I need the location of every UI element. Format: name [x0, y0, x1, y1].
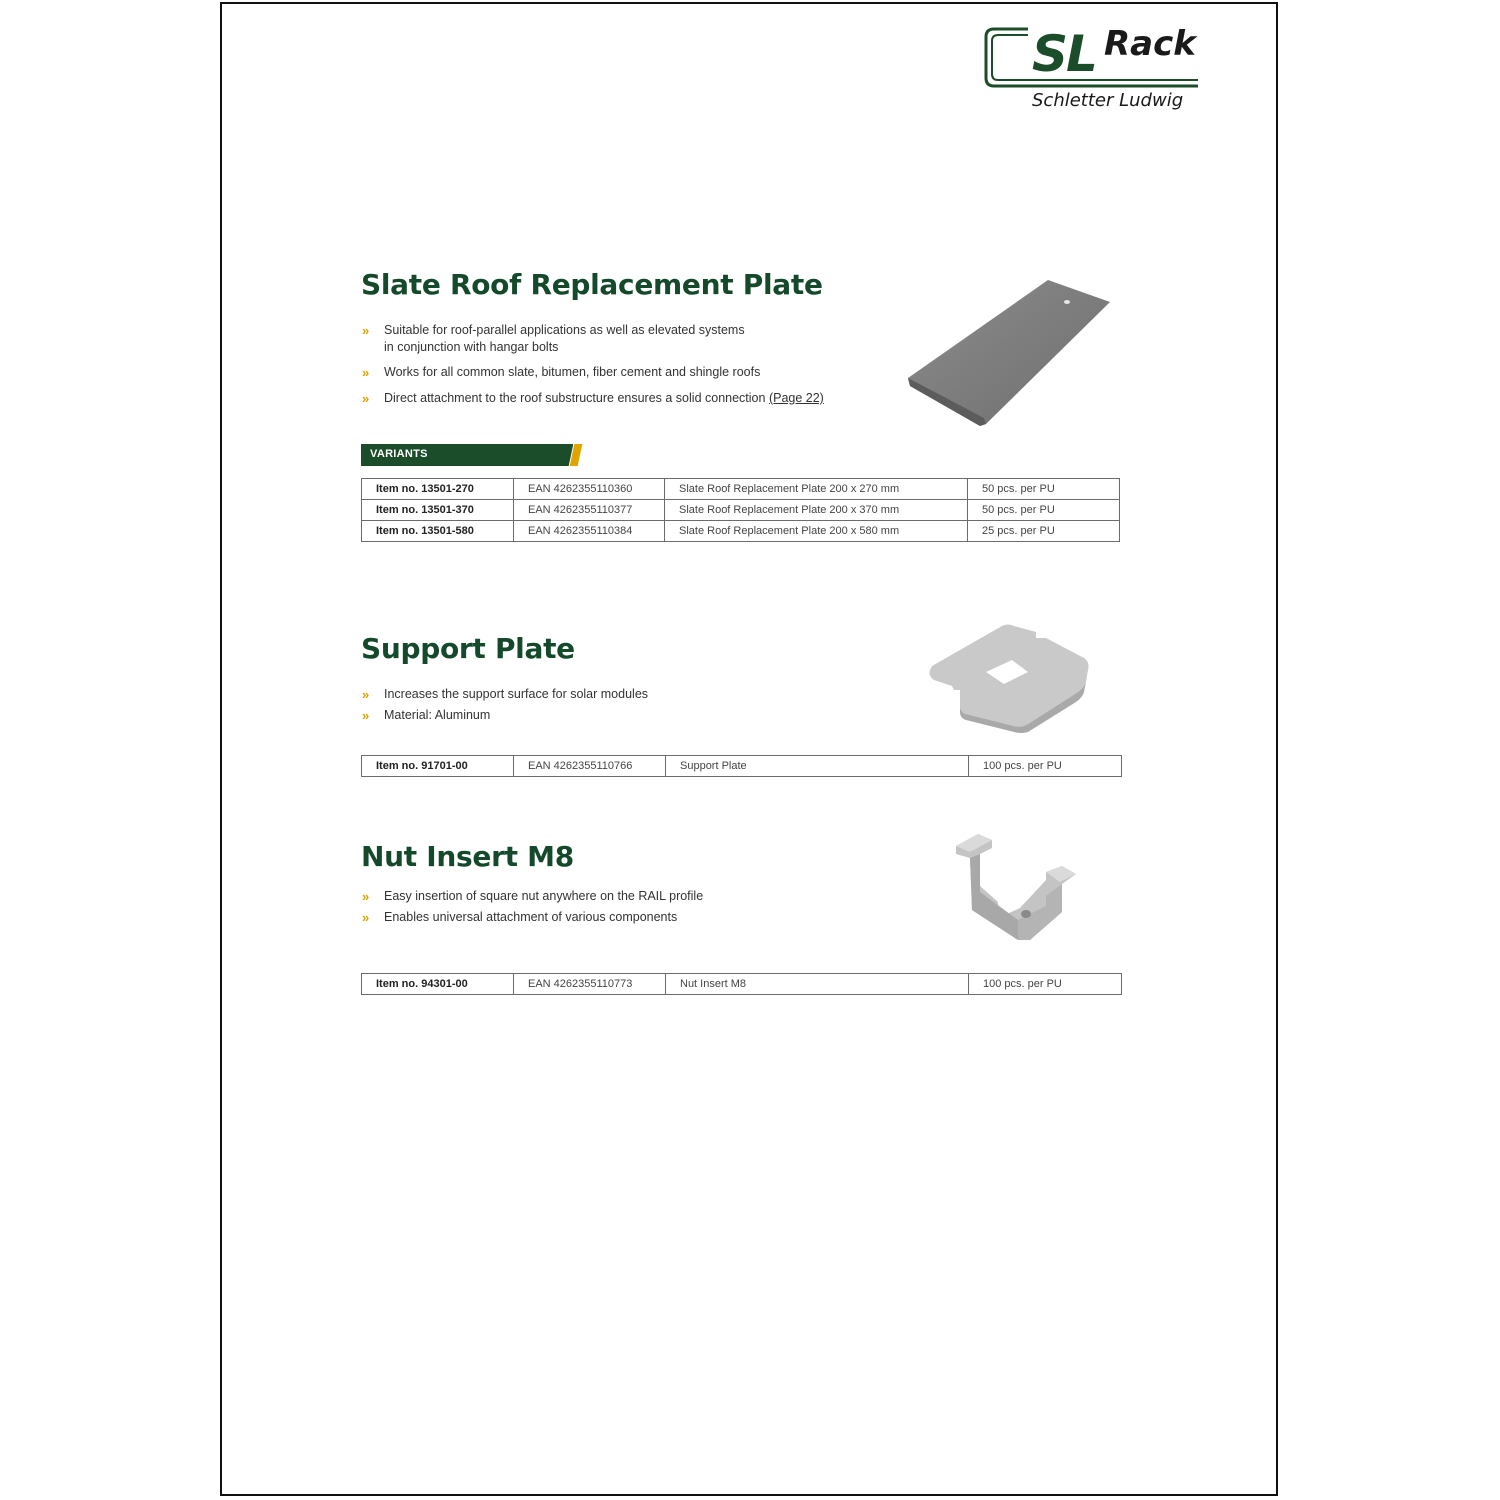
nut-insert-image: [950, 828, 1082, 946]
chevron-right-icon: »: [362, 323, 370, 338]
feature-text: Works for all common slate, bitumen, fiber cement and shingle roofs: [384, 365, 761, 379]
nut-insert-features: [362, 888, 882, 926]
feature-text-cont: in conjunction with hangar bolts: [384, 340, 559, 354]
feature-item: [362, 390, 882, 407]
table-row: [362, 500, 1120, 521]
ean-code: EAN 4262355110766: [514, 756, 666, 777]
support-plate-title: Support Plate: [361, 632, 575, 665]
ean-code: EAN 4262355110377: [514, 500, 665, 521]
ean-code: EAN 4262355110360: [514, 479, 665, 500]
item-number: Item no. 13501-580: [362, 521, 514, 542]
feature-text: Material: Aluminum: [384, 708, 491, 722]
pack-quantity: 100 pcs. per PU: [969, 756, 1122, 777]
nut-insert-title: Nut Insert M8: [361, 840, 574, 873]
variants-header-bar: [361, 444, 581, 466]
variants-label-bg: [361, 444, 573, 466]
item-number: Item no. 13501-370: [362, 500, 514, 521]
support-plate-table: [361, 755, 1122, 777]
feature-text: Suitable for roof-parallel applications as well as elevated systems: [384, 323, 745, 337]
item-number: Item no. 13501-270: [362, 479, 514, 500]
pack-quantity: 100 pcs. per PU: [969, 974, 1122, 995]
table-row: [362, 479, 1120, 500]
slate-plate-variants-table: [361, 478, 1120, 542]
feature-item: [362, 686, 882, 703]
item-description: Slate Roof Replacement Plate 200 x 370 mm: [665, 500, 968, 521]
logo-rack-text: Rack: [1104, 24, 1196, 64]
logo-sl-text: SL: [1032, 25, 1096, 83]
document-page: [220, 2, 1278, 1496]
slate-plate-features: [362, 322, 882, 407]
nut-insert-table: [361, 973, 1122, 995]
feature-item: [362, 707, 882, 724]
ean-code: EAN 4262355110384: [514, 521, 665, 542]
chevron-right-icon: »: [362, 687, 370, 702]
page-reference-link[interactable]: (Page 22): [768, 391, 824, 405]
table-row: [362, 521, 1120, 542]
feature-item: [362, 322, 882, 356]
item-number: Item no. 94301-00: [362, 974, 514, 995]
item-number: Item no. 91701-00: [362, 756, 514, 777]
feature-text: Direct attachment to the roof substructure ensures a solid connection: [384, 391, 769, 405]
slrack-logo: [984, 24, 1204, 120]
pack-quantity: 50 pcs. per PU: [968, 500, 1120, 521]
item-description: Slate Roof Replacement Plate 200 x 270 mm: [665, 479, 968, 500]
chevron-right-icon: »: [362, 365, 370, 380]
item-description: Nut Insert M8: [666, 974, 969, 995]
support-plate-image: [924, 620, 1094, 735]
table-row: [362, 974, 1122, 995]
slate-plate-image: [900, 272, 1120, 432]
chevron-right-icon: »: [362, 889, 370, 904]
variants-label: VARIANTS: [370, 448, 428, 460]
feature-item: [362, 909, 882, 926]
pack-quantity: 50 pcs. per PU: [968, 479, 1120, 500]
pack-quantity: 25 pcs. per PU: [968, 521, 1120, 542]
support-plate-features: [362, 686, 882, 724]
ean-code: EAN 4262355110773: [514, 974, 666, 995]
chevron-right-icon: »: [362, 708, 370, 723]
feature-text: Enables universal attachment of various components: [384, 910, 678, 924]
feature-text: Increases the support surface for solar modules: [384, 687, 649, 701]
item-description: Support Plate: [666, 756, 969, 777]
feature-item: [362, 888, 882, 905]
table-row: [362, 756, 1122, 777]
feature-text: Easy insertion of square nut anywhere on the RAIL profile: [384, 889, 704, 903]
feature-item: [362, 364, 882, 381]
slate-plate-title: Slate Roof Replacement Plate: [361, 268, 823, 301]
chevron-right-icon: »: [362, 391, 370, 406]
logo-subtitle: Schletter Ludwig: [1032, 90, 1184, 111]
item-description: Slate Roof Replacement Plate 200 x 580 mm: [665, 521, 968, 542]
chevron-right-icon: »: [362, 910, 370, 925]
